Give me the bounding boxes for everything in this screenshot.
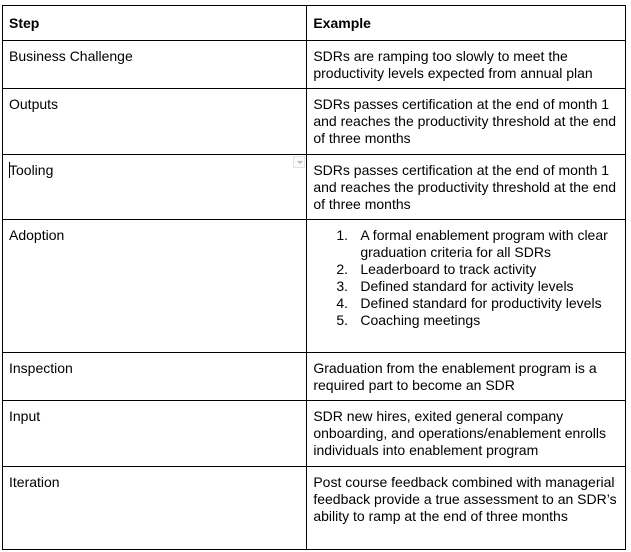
header-example[interactable]: Example <box>307 6 626 41</box>
cell-step[interactable]: Input <box>3 401 307 467</box>
cell-step-text: Tooling <box>9 162 54 178</box>
table-row <box>3 89 626 155</box>
cell-example[interactable]: SDR new hires, exited general company onboarding, and operations/enablement enrolls individuals into enablement program <box>307 401 626 467</box>
cell-example-list[interactable] <box>307 220 626 353</box>
table-row <box>3 41 626 89</box>
cell-example[interactable]: SDRs passes certification at the end of month 1 and reaches the productivity threshold at the end of three months <box>307 89 626 155</box>
table-row <box>3 353 626 401</box>
list-item-text: A formal enablement program with clear graduation criteria for all SDRs <box>360 227 608 260</box>
list-number: 1. <box>336 227 349 243</box>
cell-step[interactable]: Inspection <box>3 353 307 401</box>
list-item <box>336 261 619 278</box>
cell-example[interactable]: Post course feedback combined with managerial feedback provide a true assessment to an SDR’s ability to ramp at the end of three months <box>307 467 626 550</box>
table-row <box>3 220 626 353</box>
list-item-text: Defined standard for productivity levels <box>360 295 602 311</box>
table-row <box>3 401 626 467</box>
cell-step[interactable]: Adoption <box>3 220 307 353</box>
numbered-list <box>313 227 619 329</box>
table-header-row <box>3 6 626 41</box>
list-item <box>336 312 619 329</box>
table-row <box>3 467 626 550</box>
cell-step[interactable]: Business Challenge <box>3 41 307 89</box>
list-number: 4. <box>336 295 349 311</box>
cell-example[interactable]: SDRs passes certification at the end of month 1 and reaches the productivity threshold at the end of three months <box>307 155 626 220</box>
steps-table <box>2 5 626 550</box>
cell-example[interactable]: Graduation from the enablement program is a required part to become an SDR <box>307 353 626 401</box>
list-item <box>336 227 619 261</box>
table-row <box>3 155 626 220</box>
cell-step[interactable]: Outputs <box>3 89 307 155</box>
chevron-down-icon[interactable] <box>293 156 305 168</box>
list-item-text: Coaching meetings <box>360 312 481 328</box>
cell-example[interactable]: SDRs are ramping too slowly to meet the productivity levels expected from annual plan <box>307 41 626 89</box>
list-item-text: Leaderboard to track activity <box>360 261 537 277</box>
cell-step-active[interactable] <box>3 155 307 220</box>
list-number: 2. <box>336 261 349 277</box>
list-number: 3. <box>336 278 349 294</box>
list-number: 5. <box>336 312 349 328</box>
list-item-text: Defined standard for activity levels <box>360 278 574 294</box>
header-step[interactable]: Step <box>3 6 307 41</box>
cell-step[interactable]: Iteration <box>3 467 307 550</box>
list-item <box>336 278 619 295</box>
list-item <box>336 295 619 312</box>
